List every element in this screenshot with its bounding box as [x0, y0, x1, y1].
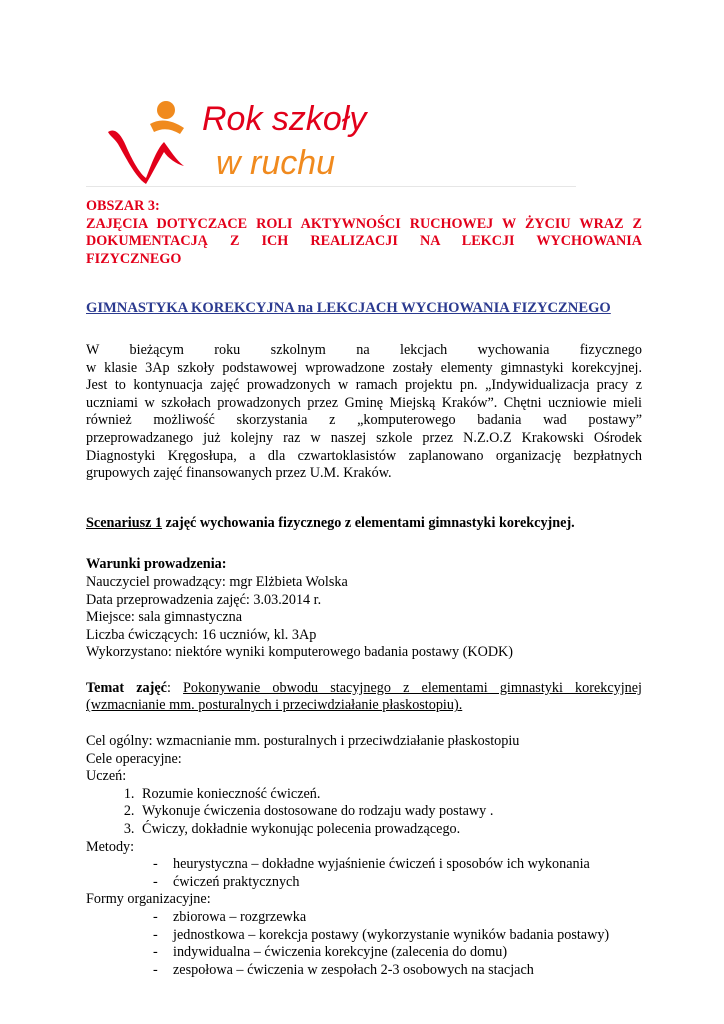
intro-line: Diagnostyki Kręgosłupa, a dla czwartoklasistów zaplanowano organizację bezpłatnych — [86, 447, 642, 464]
list-item — [86, 944, 642, 962]
list-item-text: ćwiczeń praktycznych — [173, 873, 300, 890]
intro-line: grupowych zajęć finansowanych przez U.M. Kraków. — [86, 465, 392, 482]
document-body — [86, 198, 642, 979]
list-dash: - — [153, 926, 158, 943]
intro-line: również możliwość skorzystania z „komputerowego badania wad postawy” — [86, 412, 642, 429]
methods-heading: Metody: — [86, 838, 135, 855]
list-item — [86, 962, 642, 980]
logo-line-2: w ruchu — [216, 144, 336, 182]
conditions-heading: Warunki prowadzenia: — [86, 556, 227, 573]
list-dash: - — [153, 944, 158, 961]
goals-list — [86, 786, 642, 839]
obszar-title-line: FIZYCZNEGO — [86, 250, 182, 267]
intro-paragraph — [86, 342, 642, 483]
condition-line: Wykorzystano: niektóre wyniki komputerowego badania postawy (KODK) — [86, 644, 514, 661]
methods-block — [86, 839, 642, 892]
methods-list — [86, 856, 642, 891]
scenario-number: Scenariusz 1 — [86, 514, 163, 531]
obszar-label: OBSZAR 3: — [86, 198, 160, 214]
logo-divider — [86, 186, 576, 187]
condition-line: Data przeprowadzenia zajęć: 3.03.2014 r. — [86, 591, 322, 608]
forms-block — [86, 891, 642, 979]
topic-colon: : — [166, 679, 171, 696]
scenario-rest: zajęć wychowania fizycznego z elementami gimnastyki korekcyjnej. — [162, 514, 575, 531]
condition-line: Nauczyciel prowadzący: mgr Elżbieta Wolska — [86, 573, 348, 590]
conditions-block — [86, 556, 642, 662]
list-dash: - — [153, 856, 158, 873]
intro-line: uczniami w szkołach prowadzonych przez Gminę Miejską Kraków”. Chętni uczniowie mieli — [86, 394, 642, 411]
forms-list — [86, 909, 642, 979]
list-dash: - — [153, 873, 158, 890]
list-dash: - — [153, 909, 158, 925]
list-item-text: heurystyczna – dokładne wyjaśnienie ćwiczeń i sposobów ich wykonania — [173, 856, 590, 873]
topic-line-2: (wzmacnianie mm. posturalnych i przeciwdziałanie płaskostopiu). — [86, 697, 463, 714]
list-item: 2. Wykonuje ćwiczenia dostosowane do rodzaju wady postawy . — [138, 803, 642, 821]
list-item — [86, 927, 642, 945]
list-item-text: zbiorowa – rozgrzewka — [173, 909, 307, 925]
topic-text: Pokonywanie obwodu stacyjnego z elementami gimnastyki korekcyjnej — [183, 679, 642, 696]
list-item: 3. Ćwiczy, dokładnie wykonując polecenia prowadzącego. — [138, 821, 642, 839]
forms-heading: Formy organizacyjne: — [86, 891, 211, 908]
rok-szkoly-w-ruchu-logo — [100, 88, 367, 188]
goals-block — [86, 733, 642, 839]
obszar-block — [86, 198, 642, 268]
condition-line: Liczba ćwiczących: 16 uczniów, kl. 3Ap — [86, 626, 317, 643]
running-figure-icon — [108, 101, 184, 184]
topic-label: Temat zajęć — [86, 679, 167, 696]
list-item — [86, 874, 642, 892]
list-item: 1. Rozumie konieczność ćwiczeń. — [138, 786, 642, 804]
list-item — [86, 856, 642, 874]
goals-student-heading: Uczeń: — [86, 768, 127, 785]
goal-general: Cel ogólny: wzmacnianie mm. posturalnych i przeciwdziałanie płaskostopiu — [86, 733, 520, 750]
list-dash: - — [153, 961, 158, 978]
scenario-title — [86, 515, 642, 533]
list-item-text: jednostkowa – korekcja postawy (wykorzystanie wyników badania postawy) — [173, 926, 610, 943]
list-item — [86, 909, 642, 927]
obszar-title-line: DOKUMENTACJĄ Z ICH REALIZACJI NA LEKCJI WYCHOWANIA — [86, 233, 642, 250]
section-heading: GIMNASTYKA KOREKCYJNA na LEKCJACH WYCHOWANIA FIZYCZNEGO — [86, 300, 611, 317]
topic-line-1 — [86, 680, 642, 698]
goals-operational-heading: Cele operacyjne: — [86, 750, 182, 767]
condition-line: Miejsce: sala gimnastyczna — [86, 609, 243, 626]
intro-line: Jest to kontynuacja zajęć prowadzonych w ramach projektu pn. „Indywidualizacja pracy z — [86, 377, 642, 394]
logo-line-1: Rok szkoły — [202, 100, 367, 138]
obszar-title-line: ZAJĘCIA DOTYCZACE ROLI AKTYWNOŚCI RUCHOWEJ W ŻYCIU WRAZ Z — [86, 215, 642, 232]
list-item-text: indywidualna – ćwiczenia korekcyjne (zalecenia do domu) — [173, 944, 508, 961]
topic-block — [86, 680, 642, 715]
intro-line: W bieżącym roku szkolnym na lekcjach wychowania fizycznego — [86, 341, 642, 358]
intro-line: przeprowadzanego już kolejny raz w naszej szkole przez N.Z.O.Z Krakowski Ośrodek — [86, 429, 642, 446]
intro-line: w klasie 3Ap szkoły podstawowej wprowadzone zostały elementy gimnastyki korekcyjnej. — [86, 359, 642, 376]
list-item-text: zespołowa – ćwiczenia w zespołach 2-3 osobowych na stacjach — [173, 961, 534, 978]
